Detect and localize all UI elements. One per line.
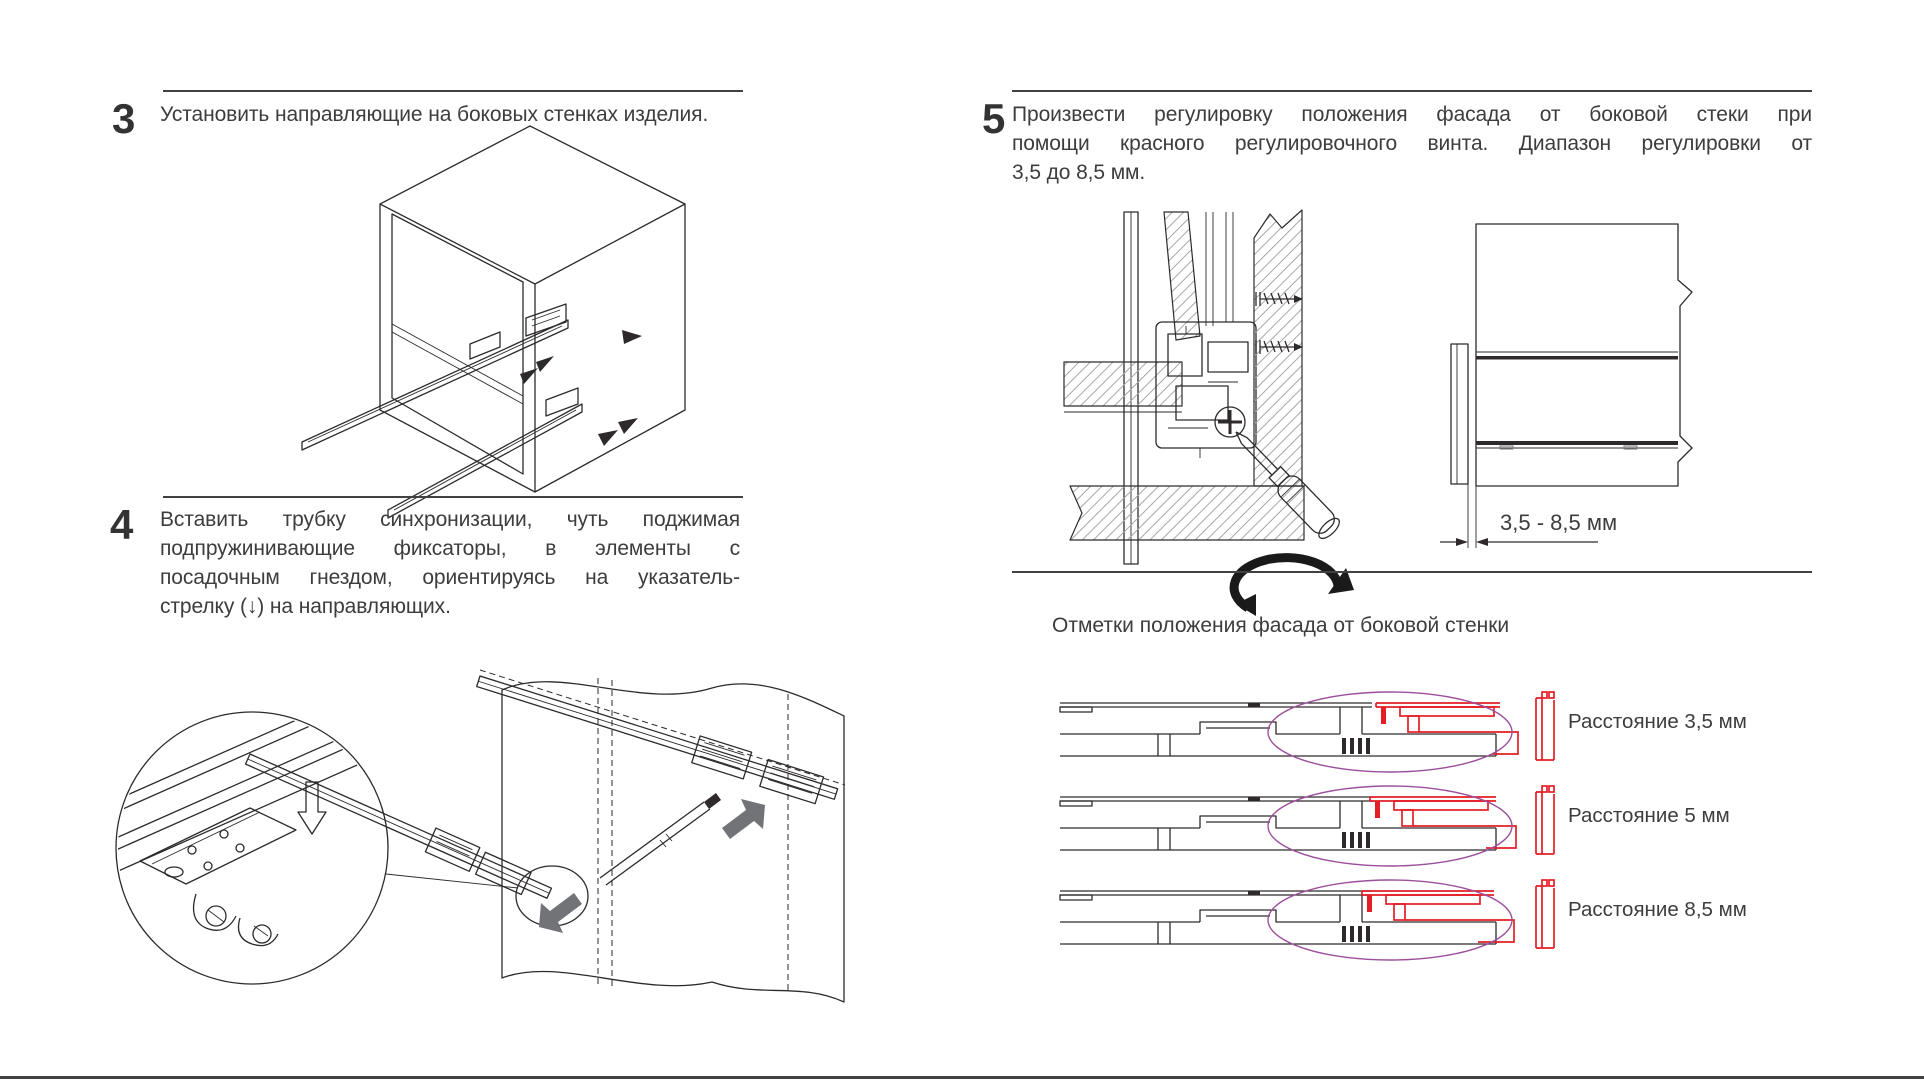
rotation-arrow [1234,558,1354,616]
facade-strip [1451,344,1468,484]
step-4-rule [163,496,743,498]
distance-label: Расстояние 8,5 мм [1568,898,1747,921]
free-rail [243,747,555,905]
dimension-arrows [1440,538,1598,546]
screw-adjustment-diagram [1040,196,1370,676]
attached-rail [474,667,841,808]
distance-diagram-8-5 [1040,878,1600,974]
marks-heading: Отметки положения фасада от боковой стенки [1052,614,1510,637]
lower-slide [388,388,582,518]
cabinet-diagram [230,112,730,502]
facade-bracket-red [1376,703,1518,754]
page-bottom-rule [0,1076,1924,1079]
distance-label: Расстояние 3,5 мм [1568,710,1747,733]
step-3-number: 3 [112,95,136,142]
sync-tube [600,793,721,885]
facade-profile [1536,880,1554,948]
facade-bracket-red [1362,891,1514,942]
insertion-arrows [539,799,765,933]
step-5-number: 5 [982,95,1006,142]
dimension-label: 3,5 - 8,5 мм [1500,510,1618,535]
step-5-line: 3,5 до 8,5 мм. [1012,161,1146,184]
step-3-line: Установить направляющие на боковых стенках изделия. [160,103,709,126]
step-5-line: помощи красного регулировочного винта. Диапазон регулировки от [1012,132,1812,155]
distance-diagram-3-5 [1040,690,1600,786]
distance-label: Расстояние 5 мм [1568,804,1730,827]
step-4-text [160,505,740,621]
step-4-line: стрелку (↓) на направляющих. [160,595,451,618]
facade-profile [1536,786,1554,854]
facade-profile [1536,692,1554,760]
side-panel [1476,224,1692,486]
step-3-rule [163,90,743,92]
sync-tube-diagram [100,626,860,1018]
marks-divider-rule [1012,571,1812,573]
step-4-line: Вставить трубку синхронизации, чуть поджимая [160,508,740,531]
step-4-line: подпружинивающие фиксаторы, в элементы с [160,537,740,560]
step-4-number: 4 [110,501,134,548]
step-5-rule [1012,90,1812,92]
step-5-text [1012,100,1812,187]
step-5-line: Произвести регулировку положения фасада от боковой стеки при [1012,103,1812,126]
distance-diagram-5 [1040,784,1600,880]
detail-callout-circle [116,712,388,984]
step-4-line: посадочным гнездом, ориентируясь на указатель- [160,566,740,589]
gap-dimension-diagram [1438,196,1723,560]
